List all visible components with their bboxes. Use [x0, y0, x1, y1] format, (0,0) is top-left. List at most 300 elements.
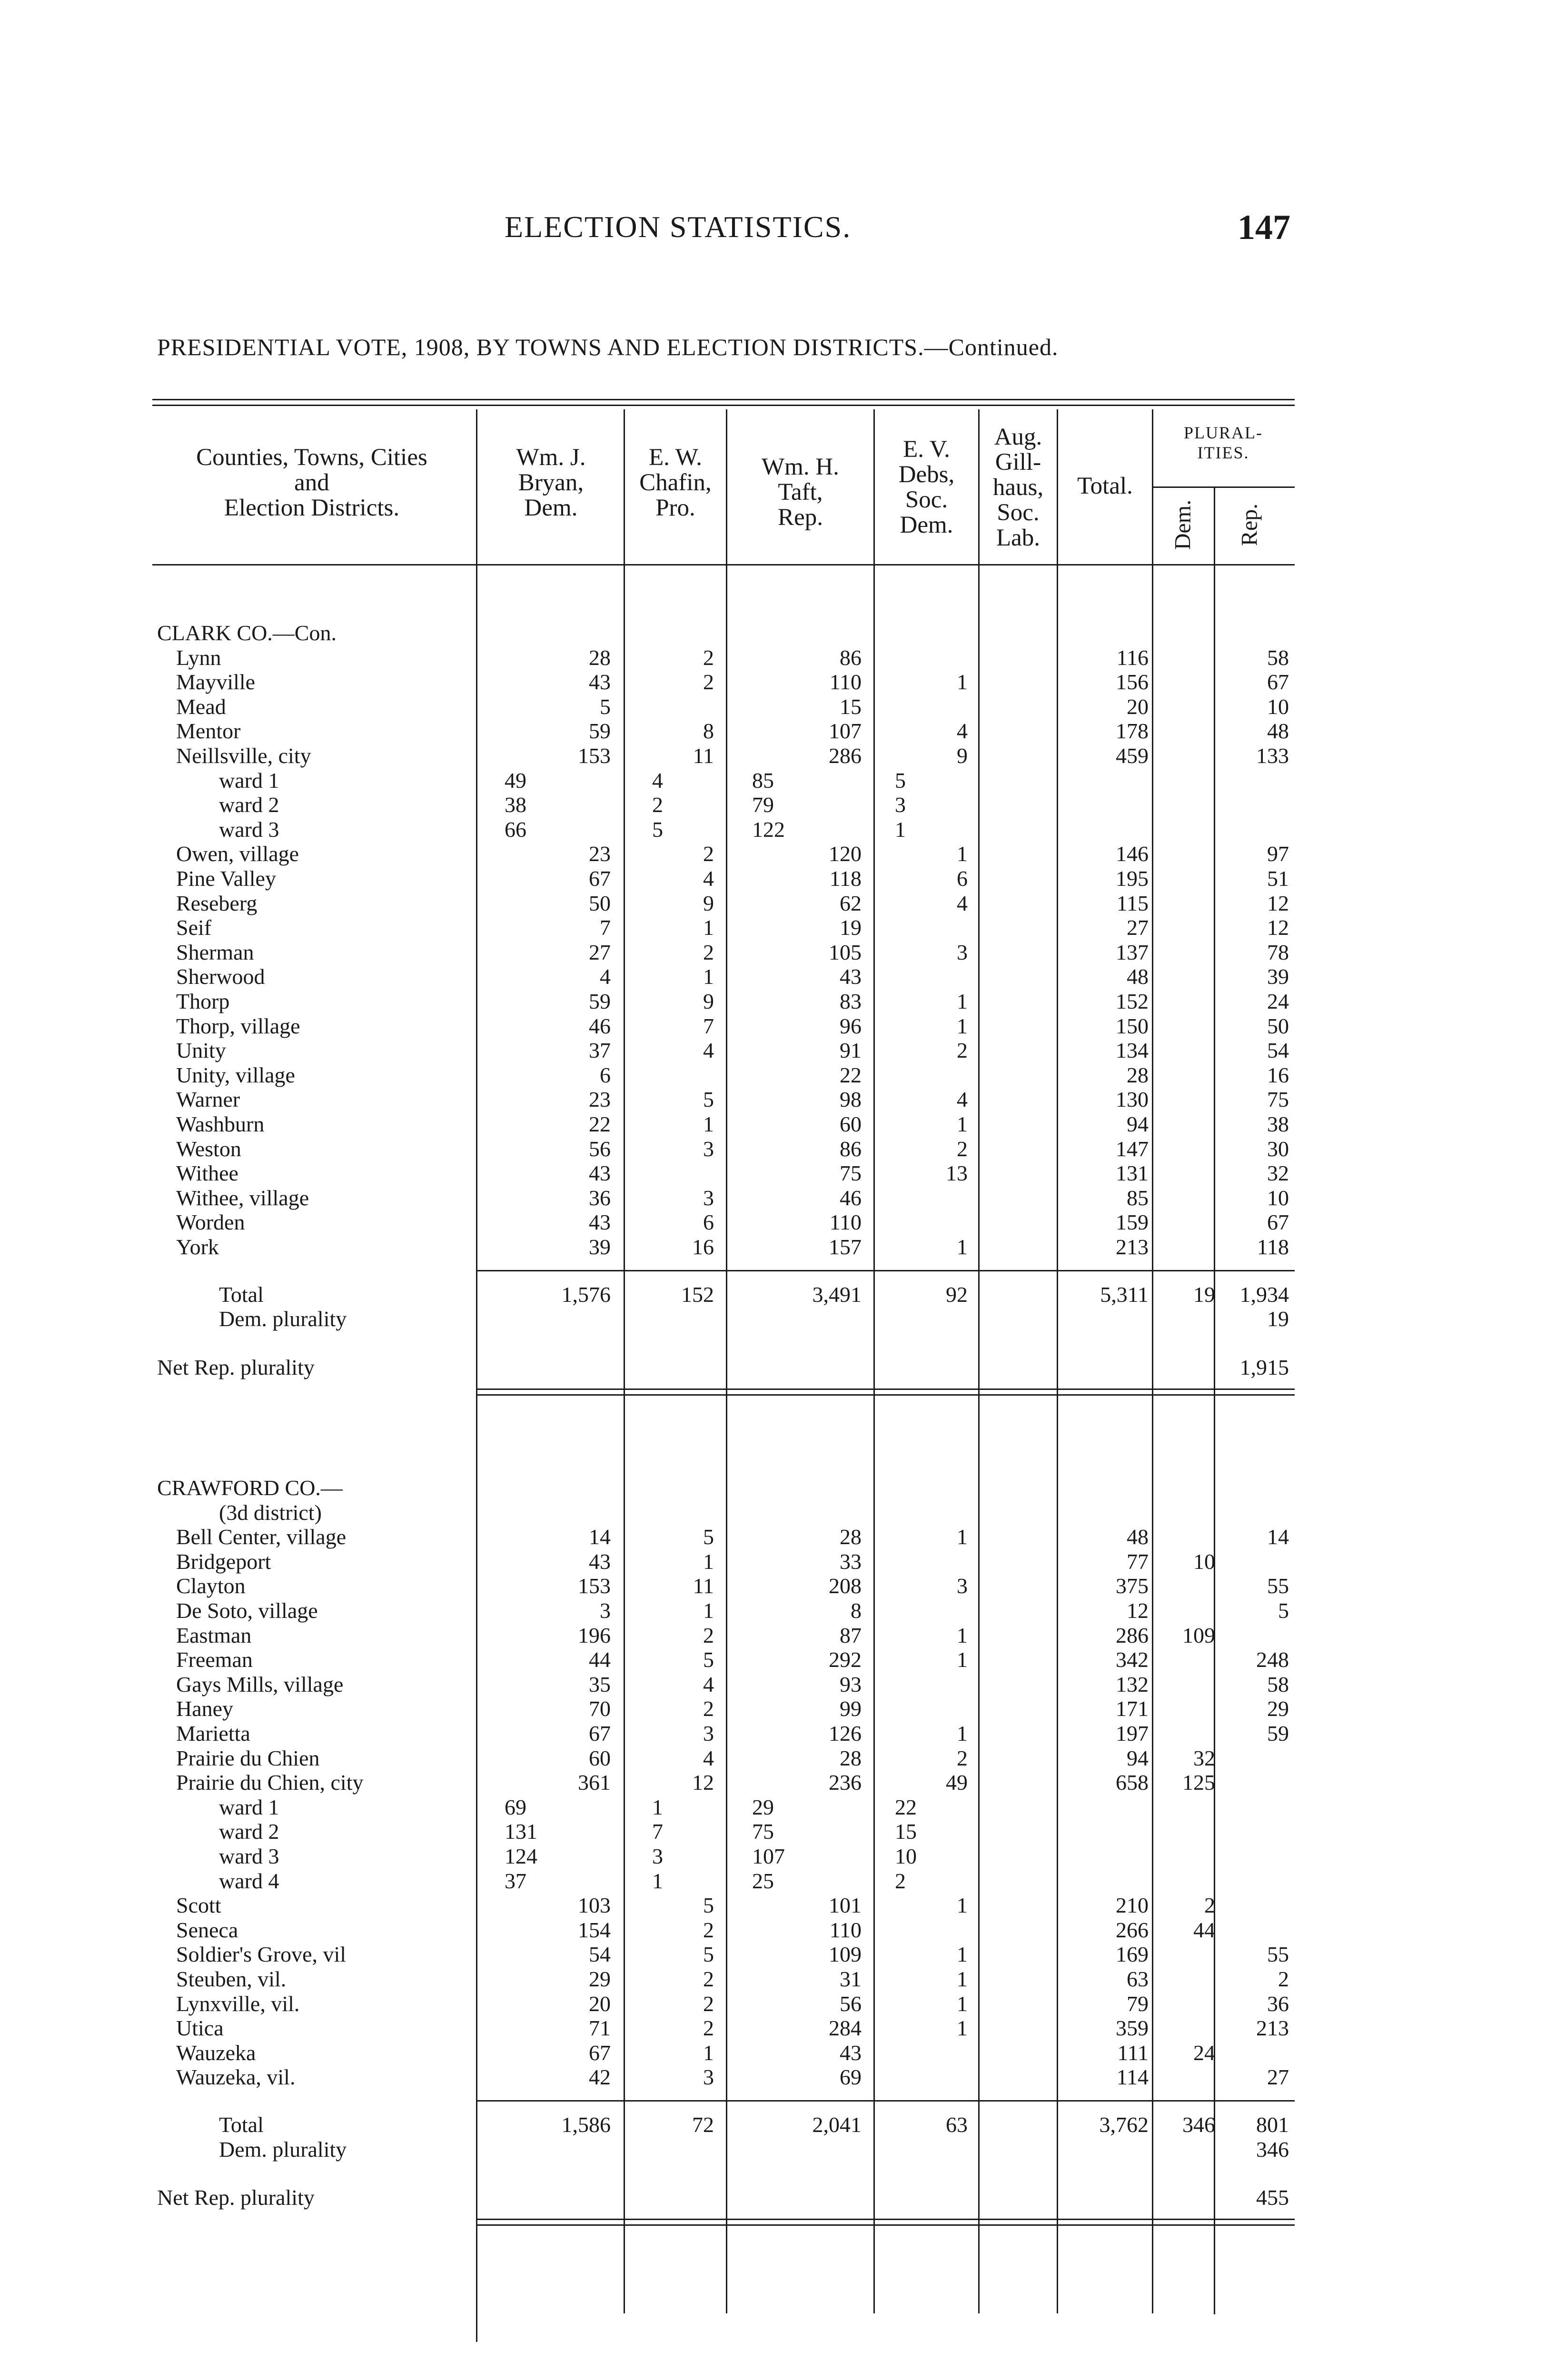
ward-row [0, 1819, 1546, 1844]
place-name: ward 3 [219, 1844, 279, 1868]
place-name: Owen, village [176, 842, 299, 866]
dem-plurality: 24 [1193, 2040, 1215, 2065]
rep-plurality: 48 [1267, 719, 1289, 744]
debs-votes: 1 [957, 1235, 968, 1259]
rep-plurality: 12 [1267, 891, 1289, 915]
bryan-votes: 7 [600, 915, 611, 940]
header-chafin: E. W. Chafin, Pro. [639, 444, 712, 521]
taft-votes: 86 [840, 645, 862, 670]
dem-plurality-value: 346 [1256, 2137, 1289, 2162]
place-name: Utica [176, 2016, 224, 2041]
taft-votes: 31 [840, 1967, 862, 1991]
bryan-votes: 37 [505, 1868, 526, 1893]
header-dem: Dem. [1170, 499, 1196, 550]
net-rep-value: 1,915 [1239, 1355, 1289, 1379]
chafin-votes: 9 [703, 891, 714, 915]
bryan-votes: 67 [589, 866, 611, 891]
place-name: Seneca [176, 1917, 238, 1942]
place-name: Lynn [176, 645, 221, 670]
header-pluralities: PLURAL- ITIES. [1184, 423, 1263, 462]
taft-votes: 284 [829, 2016, 862, 2041]
bryan-votes: 50 [589, 891, 611, 915]
bryan-votes: 124 [505, 1844, 537, 1868]
place-name: Pine Valley [176, 866, 276, 891]
table-row [0, 1210, 1546, 1235]
taft-votes: 62 [840, 891, 862, 915]
rep-total: 1,934 [1239, 1282, 1289, 1307]
table-row [0, 1014, 1546, 1039]
bryan-votes: 28 [589, 645, 611, 670]
place-name: Unity [176, 1038, 226, 1063]
county-heading-row [0, 621, 1546, 645]
taft-votes: 109 [829, 1942, 862, 1967]
total-votes: 63 [1127, 1967, 1149, 1991]
taft-votes: 96 [840, 1013, 862, 1038]
bryan-votes: 3 [600, 1598, 611, 1623]
total-votes: 134 [1116, 1038, 1149, 1063]
place-name: Seif [176, 915, 212, 940]
chafin-votes: 2 [652, 793, 663, 817]
total-label: Total [219, 2112, 264, 2137]
rep-plurality: 12 [1267, 915, 1289, 940]
dem-plurality: 125 [1182, 1770, 1215, 1795]
chafin-votes: 3 [703, 2065, 714, 2090]
chafin-votes: 1 [703, 915, 714, 940]
bryan-votes: 59 [589, 719, 611, 744]
taft-votes: 107 [752, 1844, 785, 1868]
dem-plurality: 32 [1193, 1745, 1215, 1770]
ward-row [0, 793, 1546, 817]
place-name: Scott [176, 1893, 221, 1918]
place-name: Freeman [176, 1647, 253, 1672]
dem-total: 19 [1193, 1282, 1215, 1307]
chafin-votes: 5 [652, 817, 663, 842]
rep-plurality: 27 [1267, 2065, 1289, 2090]
rep-plurality: 2 [1278, 1967, 1289, 1991]
county-heading: CLARK CO.—Con. [157, 621, 337, 645]
total-votes: 459 [1116, 744, 1149, 768]
chafin-votes: 6 [703, 1210, 714, 1235]
total-votes: 115 [1116, 891, 1149, 915]
chafin-votes: 1 [703, 964, 714, 989]
table-row [0, 694, 1546, 719]
rep-plurality: 67 [1267, 670, 1289, 694]
total-votes: 156 [1116, 670, 1149, 694]
pluralities-divider [1152, 486, 1295, 488]
table-row [0, 719, 1546, 744]
rep-plurality: 97 [1267, 842, 1289, 866]
total-rule [476, 1270, 1295, 1271]
taft-votes: 43 [840, 2040, 862, 2065]
place-name: Withee [176, 1161, 238, 1186]
bryan-votes: 43 [589, 1161, 611, 1186]
total-votes: 111 [1117, 2040, 1149, 2065]
taft-votes: 292 [829, 1647, 862, 1672]
chafin-votes: 5 [703, 1525, 714, 1549]
table-row [0, 1186, 1546, 1210]
place-name: De Soto, village [176, 1598, 318, 1623]
table-row [0, 964, 1546, 989]
total-votes: 266 [1116, 1917, 1149, 1942]
place-name: ward 3 [219, 817, 279, 842]
place-name: Warner [176, 1087, 240, 1112]
table-row [0, 1623, 1546, 1648]
taft-votes: 286 [829, 744, 862, 768]
header-place: Counties, Towns, Cities and Election Districts. [196, 444, 427, 521]
place-name: Eastman [176, 1623, 252, 1647]
chafin-votes: 4 [652, 768, 663, 793]
total-rule [476, 2100, 1295, 2102]
total-votes: 137 [1116, 940, 1149, 964]
chafin-votes: 12 [692, 1770, 714, 1795]
table-row [0, 1574, 1546, 1598]
debs-votes: 1 [957, 1893, 968, 1918]
place-name: Bridgeport [176, 1549, 271, 1574]
header-rep: Rep. [1237, 503, 1262, 546]
table-row [0, 1893, 1546, 1918]
chafin-votes: 2 [703, 645, 714, 670]
chafin-votes: 4 [703, 866, 714, 891]
debs-votes: 1 [957, 842, 968, 866]
total-votes: 213 [1116, 1235, 1149, 1259]
rep-plurality: 118 [1257, 1235, 1289, 1259]
chafin-votes: 1 [703, 2040, 714, 2065]
table-row [0, 915, 1546, 940]
dem-plurality: 44 [1193, 1917, 1215, 1942]
place-name: Weston [176, 1136, 241, 1161]
debs-votes: 4 [957, 1087, 968, 1112]
debs-total: 63 [946, 2112, 968, 2137]
total-votes: 178 [1116, 719, 1149, 744]
chafin-votes: 3 [703, 1721, 714, 1745]
dem-plurality: 10 [1193, 1549, 1215, 1574]
grand-total: 3,762 [1099, 2112, 1149, 2137]
debs-votes: 1 [957, 1991, 968, 2016]
table-row [0, 1235, 1546, 1259]
table-row [0, 1112, 1546, 1137]
place-name: Clayton [176, 1574, 246, 1598]
chafin-votes: 9 [703, 989, 714, 1013]
dem-plurality-label: Dem. plurality [219, 2137, 347, 2162]
total-votes: 114 [1116, 2065, 1149, 2090]
debs-votes: 15 [895, 1819, 917, 1844]
bryan-votes: 46 [589, 1013, 611, 1038]
taft-votes: 83 [840, 989, 862, 1013]
section-double-rule-1 [476, 2219, 1295, 2220]
bryan-votes: 59 [589, 989, 611, 1013]
bryan-votes: 43 [589, 1210, 611, 1235]
rep-plurality: 24 [1267, 989, 1289, 1013]
debs-votes: 1 [895, 817, 906, 842]
taft-votes: 107 [829, 719, 862, 744]
place-name: Thorp, village [176, 1013, 300, 1038]
taft-votes: 236 [829, 1770, 862, 1795]
table-row [0, 2016, 1546, 2041]
rep-plurality: 29 [1267, 1696, 1289, 1721]
bryan-votes: 36 [589, 1185, 611, 1210]
debs-votes: 10 [895, 1844, 917, 1868]
debs-votes: 1 [957, 1112, 968, 1136]
chafin-votes: 7 [703, 1013, 714, 1038]
bryan-votes: 43 [589, 1549, 611, 1574]
taft-votes: 110 [829, 1210, 862, 1235]
chafin-votes: 2 [703, 1696, 714, 1721]
taft-votes: 25 [752, 1868, 774, 1893]
chafin-votes: 2 [703, 1991, 714, 2016]
rep-plurality: 32 [1267, 1161, 1289, 1186]
taft-votes: 86 [840, 1136, 862, 1161]
table-row [0, 2065, 1546, 2090]
taft-votes: 157 [829, 1235, 862, 1259]
place-name: ward 1 [219, 768, 279, 793]
chafin-votes: 5 [703, 1087, 714, 1112]
place-name: Gays Mills, village [176, 1672, 344, 1696]
rep-plurality: 55 [1267, 1942, 1289, 1967]
taft-votes: 28 [840, 1745, 862, 1770]
table-row [0, 670, 1546, 694]
place-name: Haney [176, 1696, 234, 1721]
rep-plurality: 54 [1267, 1038, 1289, 1063]
taft-votes: 15 [840, 694, 862, 719]
bryan-votes: 67 [589, 2040, 611, 2065]
bryan-votes: 38 [505, 793, 526, 817]
bryan-total: 1,586 [561, 2112, 611, 2137]
taft-votes: 122 [752, 817, 785, 842]
table-row [0, 842, 1546, 866]
table-row [0, 1672, 1546, 1697]
taft-votes: 19 [840, 915, 862, 940]
rep-plurality: 58 [1267, 645, 1289, 670]
bryan-total: 1,576 [561, 1282, 611, 1307]
bryan-votes: 20 [589, 1991, 611, 2016]
taft-votes: 8 [851, 1598, 862, 1623]
bryan-votes: 67 [589, 1721, 611, 1745]
place-name: Thorp [176, 989, 230, 1013]
rep-plurality: 55 [1267, 1574, 1289, 1598]
chafin-votes: 2 [703, 1917, 714, 1942]
table-row [0, 1721, 1546, 1746]
dem-plurality-value: 19 [1267, 1307, 1289, 1331]
table-row [0, 645, 1546, 670]
rep-plurality: 59 [1267, 1721, 1289, 1745]
debs-votes: 1 [957, 1942, 968, 1967]
table-row [0, 1063, 1546, 1088]
total-votes: 130 [1116, 1087, 1149, 1112]
top-rule-2 [152, 405, 1295, 406]
table-row [0, 940, 1546, 965]
rep-plurality: 50 [1267, 1013, 1289, 1038]
taft-votes: 29 [752, 1795, 774, 1819]
debs-votes: 2 [957, 1136, 968, 1161]
debs-votes: 1 [957, 1721, 968, 1745]
county-subheading-row [0, 1500, 1546, 1525]
table-title: PRESIDENTIAL VOTE, 1908, BY TOWNS AND ELECTION DISTRICTS.—Continued. [157, 334, 1059, 360]
rep-plurality: 5 [1278, 1598, 1289, 1623]
chafin-votes: 3 [703, 1185, 714, 1210]
rep-plurality: 38 [1267, 1112, 1289, 1136]
debs-votes: 4 [957, 891, 968, 915]
dem-plurality-row [0, 1307, 1546, 1331]
debs-votes: 49 [946, 1770, 968, 1795]
table-row [0, 1598, 1546, 1623]
section-double-rule-1 [476, 1388, 1295, 1390]
total-votes: 150 [1116, 1013, 1149, 1038]
taft-votes: 69 [840, 2065, 862, 2090]
chafin-votes: 2 [703, 670, 714, 694]
place-name: York [176, 1235, 219, 1259]
place-name: Prairie du Chien, city [176, 1770, 364, 1795]
taft-votes: 33 [840, 1549, 862, 1574]
rep-plurality: 30 [1267, 1136, 1289, 1161]
taft-votes: 46 [840, 1185, 862, 1210]
ward-row [0, 768, 1546, 793]
table-row [0, 1525, 1546, 1549]
chafin-total: 152 [681, 1282, 714, 1307]
total-votes: 159 [1116, 1210, 1149, 1235]
table-row [0, 1647, 1546, 1672]
chafin-votes: 2 [703, 2016, 714, 2041]
chafin-votes: 1 [703, 1112, 714, 1136]
ward-row [0, 1795, 1546, 1820]
debs-votes: 1 [957, 989, 968, 1013]
place-name: ward 2 [219, 793, 279, 817]
total-label: Total [219, 1282, 264, 1307]
table-row [0, 1746, 1546, 1771]
bryan-votes: 23 [589, 842, 611, 866]
debs-votes: 6 [957, 866, 968, 891]
total-votes: 147 [1116, 1136, 1149, 1161]
chafin-votes: 5 [703, 1647, 714, 1672]
bryan-votes: 196 [578, 1623, 611, 1647]
chafin-votes: 11 [693, 744, 714, 768]
table-row [0, 1087, 1546, 1112]
county-heading: CRAWFORD CO.— [157, 1476, 343, 1500]
place-name: Soldier's Grove, vil [176, 1942, 347, 1967]
county-subheading: (3d district) [219, 1500, 322, 1525]
taft-votes: 110 [829, 670, 862, 694]
total-votes: 79 [1127, 1991, 1149, 2016]
chafin-votes: 1 [652, 1868, 663, 1893]
rep-plurality: 58 [1267, 1672, 1289, 1696]
place-name: Reseberg [176, 891, 258, 915]
chafin-votes: 1 [703, 1598, 714, 1623]
debs-votes: 2 [895, 1868, 906, 1893]
debs-votes: 1 [957, 1525, 968, 1549]
debs-votes: 2 [957, 1745, 968, 1770]
taft-votes: 60 [840, 1112, 862, 1136]
chafin-total: 72 [692, 2112, 714, 2137]
place-name: Steuben, vil. [176, 1967, 287, 1991]
debs-votes: 22 [895, 1795, 917, 1819]
total-votes: 342 [1116, 1647, 1149, 1672]
total-votes: 48 [1127, 964, 1149, 989]
net-rep-label: Net Rep. plurality [157, 2185, 315, 2210]
bryan-votes: 23 [589, 1087, 611, 1112]
debs-votes: 9 [957, 744, 968, 768]
place-name: ward 4 [219, 1868, 279, 1893]
bryan-votes: 49 [505, 768, 526, 793]
chafin-votes: 4 [703, 1038, 714, 1063]
chafin-votes: 4 [703, 1745, 714, 1770]
taft-votes: 43 [840, 964, 862, 989]
dem-total: 346 [1182, 2112, 1215, 2137]
header-gillhaus: Aug. Gill- haus, Soc. Lab. [992, 424, 1044, 551]
total-votes: 286 [1116, 1623, 1149, 1647]
total-votes: 94 [1127, 1745, 1149, 1770]
table-row [0, 1770, 1546, 1795]
bryan-votes: 4 [600, 964, 611, 989]
dem-plurality-row [0, 2137, 1546, 2162]
taft-votes: 87 [840, 1623, 862, 1647]
rep-plurality: 133 [1256, 744, 1289, 768]
debs-votes: 1 [957, 1647, 968, 1672]
header-bottom-rule [152, 564, 1295, 565]
dem-plurality: 2 [1204, 1893, 1215, 1918]
bryan-votes: 69 [505, 1795, 526, 1819]
rep-plurality: 78 [1267, 940, 1289, 964]
bryan-votes: 153 [578, 1574, 611, 1598]
bryan-votes: 71 [589, 2016, 611, 2041]
taft-votes: 120 [829, 842, 862, 866]
taft-votes: 98 [840, 1087, 862, 1112]
section-double-rule-2 [476, 1394, 1295, 1396]
table-row [0, 1967, 1546, 1992]
bryan-votes: 22 [589, 1112, 611, 1136]
place-name: Lynxville, vil. [176, 1991, 300, 2016]
bryan-votes: 5 [600, 694, 611, 719]
bryan-votes: 29 [589, 1967, 611, 1991]
debs-votes: 1 [957, 1013, 968, 1038]
chafin-votes: 11 [693, 1574, 714, 1598]
bryan-votes: 35 [589, 1672, 611, 1696]
taft-votes: 75 [840, 1161, 862, 1186]
bryan-votes: 56 [589, 1136, 611, 1161]
debs-votes: 1 [957, 670, 968, 694]
bryan-votes: 27 [589, 940, 611, 964]
taft-votes: 118 [829, 866, 862, 891]
taft-total: 2,041 [812, 2112, 862, 2137]
rep-plurality: 16 [1267, 1062, 1289, 1087]
taft-votes: 126 [829, 1721, 862, 1745]
rep-plurality: 51 [1267, 866, 1289, 891]
rep-plurality: 67 [1267, 1210, 1289, 1235]
place-name: Unity, village [176, 1062, 295, 1087]
chafin-votes: 5 [703, 1893, 714, 1918]
table-row [0, 1549, 1546, 1574]
total-votes: 197 [1116, 1721, 1149, 1745]
total-votes: 85 [1127, 1185, 1149, 1210]
total-votes: 375 [1116, 1574, 1149, 1598]
header-total: Total. [1077, 473, 1133, 499]
bryan-votes: 37 [589, 1038, 611, 1063]
bryan-votes: 66 [505, 817, 526, 842]
bryan-votes: 39 [589, 1235, 611, 1259]
chafin-votes: 2 [703, 940, 714, 964]
rep-plurality: 75 [1267, 1087, 1289, 1112]
total-votes: 658 [1116, 1770, 1149, 1795]
chafin-votes: 2 [703, 1623, 714, 1647]
bryan-votes: 131 [505, 1819, 537, 1844]
table-row [0, 1137, 1546, 1161]
table-row [0, 1942, 1546, 1967]
ward-row [0, 1869, 1546, 1894]
place-name: Wauzeka, vil. [176, 2065, 296, 2090]
bryan-votes: 361 [578, 1770, 611, 1795]
bryan-votes: 6 [600, 1062, 611, 1087]
total-votes: 132 [1116, 1672, 1149, 1696]
debs-votes: 4 [957, 719, 968, 744]
place-name: Withee, village [176, 1185, 309, 1210]
